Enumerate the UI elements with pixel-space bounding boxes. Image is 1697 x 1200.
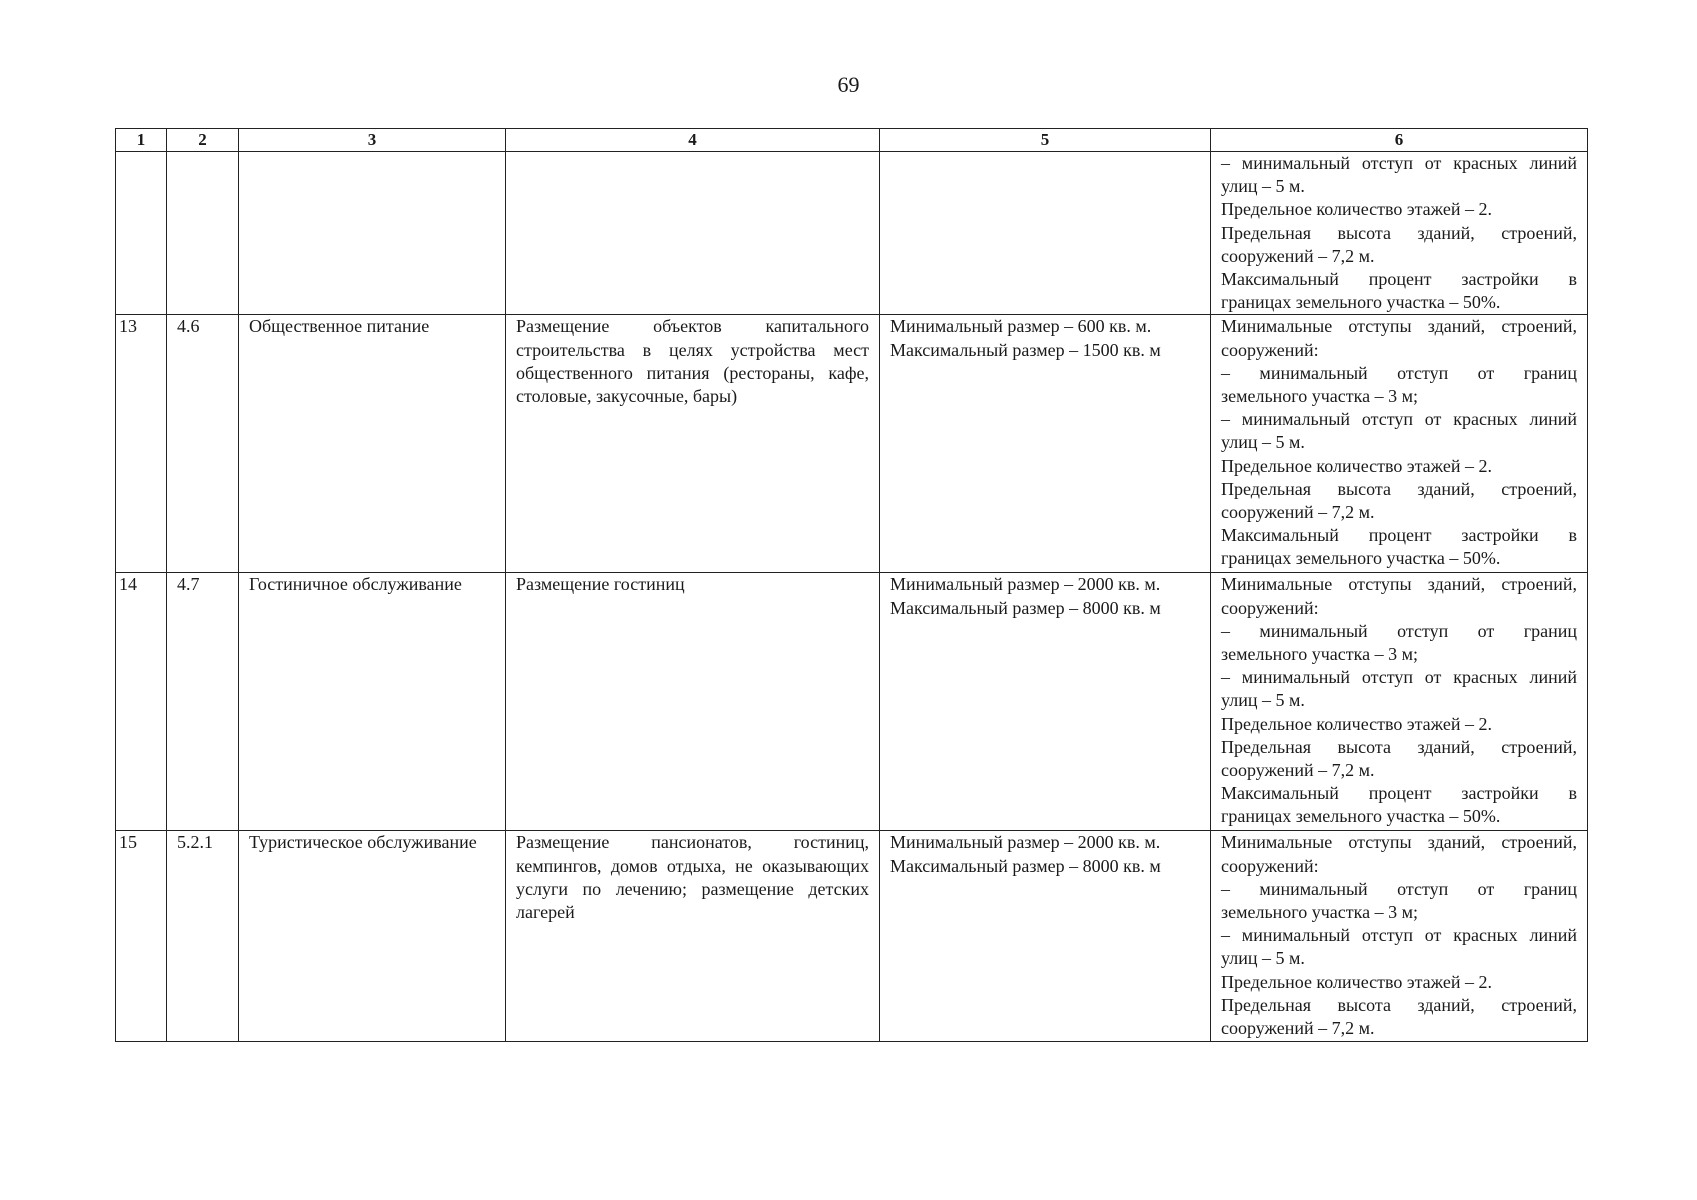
param-line: Предельное количество этажей – 2.	[1221, 199, 1492, 220]
cell-code: 5.2.1	[167, 831, 239, 1042]
param-line: границах земельного участка – 50%.	[1221, 548, 1501, 569]
cell-num: 13	[116, 315, 167, 573]
param-line: Минимальные отступы зданий, строений,	[1221, 316, 1577, 337]
cell-name: Туристическое обслуживание	[239, 831, 506, 1042]
cell-num: 14	[116, 573, 167, 831]
param-line: сооружений – 7,2 м.	[1221, 245, 1375, 266]
param-line: Максимальный процент застройки в	[1221, 525, 1577, 546]
param-line: – минимальный отступ от красных линий	[1221, 153, 1577, 173]
param-line: – минимальный отступ от границ	[1221, 620, 1577, 641]
param-line: – минимальный отступ от красных линий	[1221, 409, 1577, 430]
cell-size	[880, 315, 1211, 573]
column-header: 4	[506, 129, 880, 152]
column-header: 1	[116, 129, 167, 152]
param-line: земельного участка – 3 м;	[1221, 902, 1418, 923]
cell-params	[1211, 831, 1588, 1042]
cell-size	[880, 573, 1211, 831]
table-row	[116, 315, 1588, 573]
param-line: Предельная высота зданий, строений,	[1221, 478, 1577, 499]
param-line: сооружений:	[1221, 855, 1319, 876]
param-line: земельного участка – 3 м;	[1221, 386, 1418, 407]
column-header: 6	[1211, 129, 1588, 152]
param-line: границах земельного участка – 50%.	[1221, 806, 1501, 827]
size-max: Максимальный размер – 8000 кв. м	[890, 855, 1161, 876]
param-line: Максимальный процент застройки в	[1221, 269, 1577, 290]
size-max: Максимальный размер – 8000 кв. м	[890, 597, 1161, 618]
table-header-row	[116, 129, 1588, 152]
cell-name: Общественное питание	[239, 315, 506, 573]
param-line: Максимальный процент застройки в	[1221, 783, 1577, 804]
cell-name	[239, 152, 506, 315]
param-line: улиц – 5 м.	[1221, 690, 1305, 711]
cell-name: Гостиничное обслуживание	[239, 573, 506, 831]
param-line: Предельное количество этажей – 2.	[1221, 455, 1492, 476]
cell-description: Размещение гостиниц	[506, 573, 880, 831]
cell-params	[1211, 573, 1588, 831]
param-line: сооружений – 7,2 м.	[1221, 1018, 1375, 1039]
param-line: Предельная высота зданий, строений,	[1221, 994, 1577, 1015]
zoning-table	[115, 128, 1588, 1042]
size-min: Минимальный размер – 600 кв. м.	[890, 316, 1152, 337]
param-line: Предельная высота зданий, строений,	[1221, 736, 1577, 757]
param-line: Предельное количество этажей – 2.	[1221, 713, 1492, 734]
param-line: улиц – 5 м.	[1221, 948, 1305, 969]
param-line: – минимальный отступ от красных линий	[1221, 925, 1577, 946]
cell-params	[1211, 152, 1588, 315]
table-row	[116, 573, 1588, 831]
cell-description: Размещение пансионатов, гостиниц, кемпингов, домов отдыха, не оказывающих услуги по лечению; размещение детских лагерей	[506, 831, 880, 1042]
cell-code: 4.6	[167, 315, 239, 573]
size-min: Минимальный размер – 2000 кв. м.	[890, 574, 1161, 595]
param-line: – минимальный отступ от границ	[1221, 878, 1577, 899]
page-number: 69	[837, 72, 860, 97]
table-row-continuation	[116, 152, 1588, 315]
param-line: Предельная высота зданий, строений,	[1221, 222, 1577, 243]
size-max: Максимальный размер – 1500 кв. м	[890, 339, 1161, 360]
cell-size	[880, 831, 1211, 1042]
param-line: – минимальный отступ от красных линий	[1221, 667, 1577, 688]
table-row	[116, 831, 1588, 1042]
column-header: 3	[239, 129, 506, 152]
size-min: Минимальный размер – 2000 кв. м.	[890, 832, 1161, 853]
param-line: сооружений:	[1221, 339, 1319, 360]
param-line: улиц – 5 м.	[1221, 432, 1305, 453]
param-line: сооружений – 7,2 м.	[1221, 502, 1375, 523]
cell-code: 4.7	[167, 573, 239, 831]
param-line: Минимальные отступы зданий, строений,	[1221, 832, 1577, 853]
cell-num: 15	[116, 831, 167, 1042]
column-header: 5	[880, 129, 1211, 152]
cell-description	[506, 152, 880, 315]
param-line: улиц – 5 м.	[1221, 176, 1305, 197]
cell-code	[167, 152, 239, 315]
param-line: Минимальные отступы зданий, строений,	[1221, 574, 1577, 595]
cell-num	[116, 152, 167, 315]
param-line: сооружений:	[1221, 597, 1319, 618]
param-line: сооружений – 7,2 м.	[1221, 760, 1375, 781]
param-line: Предельное количество этажей – 2.	[1221, 971, 1492, 992]
param-line: – минимальный отступ от границ	[1221, 362, 1577, 383]
param-line: границах земельного участка – 50%.	[1221, 292, 1501, 313]
cell-params	[1211, 315, 1588, 573]
cell-size	[880, 152, 1211, 315]
column-header: 2	[167, 129, 239, 152]
param-line: земельного участка – 3 м;	[1221, 644, 1418, 665]
cell-description: Размещение объектов капитального строительства в целях устройства мест общественного питания (рестораны, кафе, столовые, закусочные, бары)	[506, 315, 880, 573]
